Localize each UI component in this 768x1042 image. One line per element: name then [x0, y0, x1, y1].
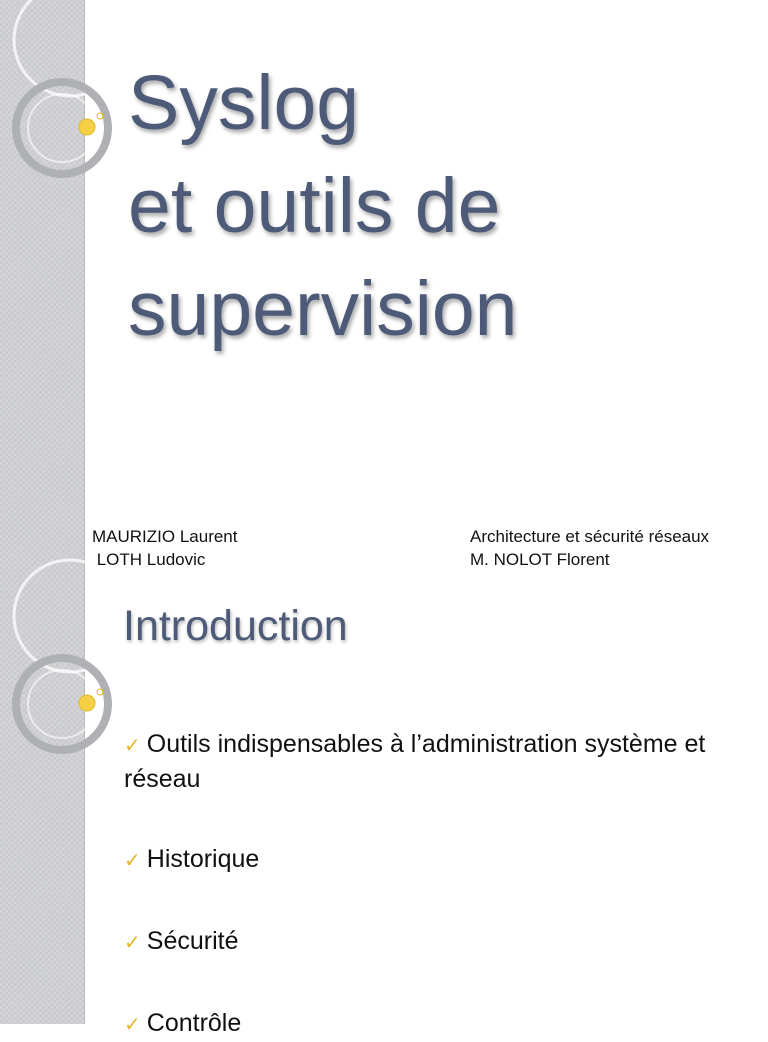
bullet-text: Outils indispensables à l’administration système et réseau [124, 730, 706, 793]
title-line: Syslog [128, 60, 360, 146]
side-decoration-band [0, 0, 85, 576]
checkmark-icon: ✓ [124, 932, 141, 954]
title-line: supervision [128, 266, 518, 352]
checkmark-icon: ✓ [124, 735, 141, 757]
introduction-slide [0, 576, 768, 1037]
bullet-text: Contrôle [146, 1009, 242, 1037]
title-line: et outils de [128, 163, 501, 249]
side-decoration-band [0, 576, 85, 1024]
bullet-text: Sécurité [146, 927, 239, 955]
author-name: MAURIZIO Laurent [92, 527, 238, 546]
slide-title [128, 52, 517, 361]
list-item [124, 843, 744, 878]
slide-heading: Introduction [123, 602, 348, 650]
list-item [124, 1007, 744, 1042]
bullet-text: Historique [146, 845, 260, 873]
checkmark-icon: ✓ [124, 850, 141, 872]
bullet-list [124, 728, 744, 1042]
list-item [124, 925, 744, 960]
circle-decoration-icon [0, 576, 120, 776]
author-name: LOTH Ludovic [92, 550, 206, 569]
course-block [470, 525, 709, 571]
list-item [124, 728, 744, 796]
teacher-name: M. NOLOT Florent [470, 550, 610, 569]
circle-decoration-icon [0, 0, 120, 200]
checkmark-icon: ✓ [124, 1014, 141, 1036]
authors-block [92, 525, 238, 571]
course-name: Architecture et sécurité réseaux [470, 527, 710, 546]
